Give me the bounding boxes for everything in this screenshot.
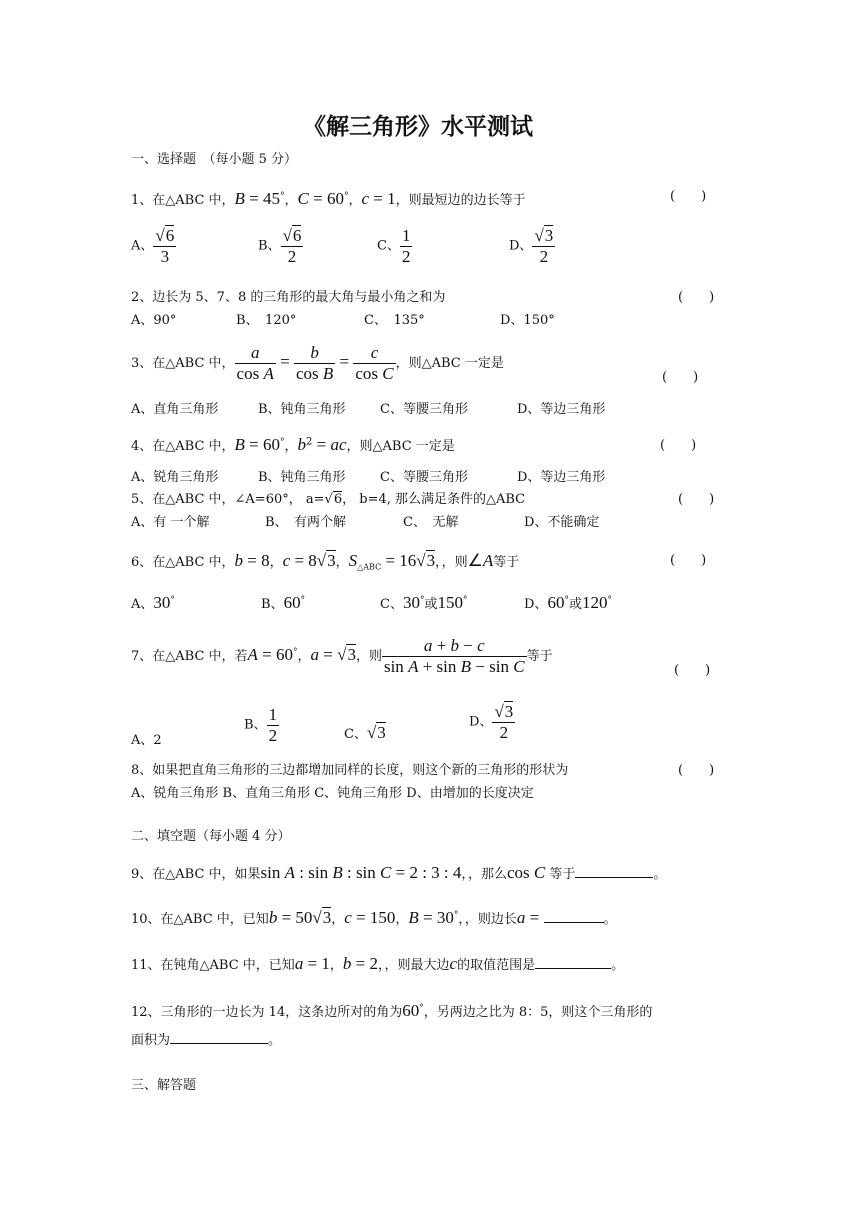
question-1-option-d: D、 $\frac{√3}{2}$ <box>509 226 554 266</box>
question-5-stem: 5、在△ABC 中，∠A=60°， a=√6， b=4, 那么满足条件的△ABC <box>131 492 526 507</box>
question-5-option-d: D、不能确定 <box>524 515 600 530</box>
question-3-option-c: C、等腰三角形 <box>380 402 468 417</box>
answer-bracket: ( ) <box>670 189 707 204</box>
question-7-option-c: C、√3 <box>344 723 386 742</box>
question-2-option-b: B、 120° <box>236 313 297 328</box>
question-8-stem: 8、如果把直角三角形的三边都增加同样的长度，则这个新的三角形的形状为 <box>131 763 569 778</box>
question-6-option-d: D、60°或120° <box>524 593 612 612</box>
question-9: 9、在△ABC 中，如果sin A : sin B : sin C = 2 : 3 : 4，，那么cos C 等于 。 <box>131 863 667 882</box>
answer-blank[interactable] <box>535 968 611 969</box>
question-1-stem: 1、在△ABC 中，B = 45°，C = 60°，c = 1，则最短边的边长等于 <box>131 189 526 208</box>
question-7-stem: 7、在△ABC 中，若A = 60°，a = √3，则 $\frac{a + b - c}{\text{sin A + sin B − sin C}}$ 等于 <box>131 636 553 676</box>
question-7-option-d: D、 $\frac{√3}{2}$ <box>469 702 514 742</box>
question-11: 11、在钝角△ABC 中，已知a = 1，b = 2，，则最大边c的取值范围是 。 <box>131 954 625 973</box>
answer-blank[interactable] <box>575 877 653 878</box>
question-4-option-a: A、锐角三角形 <box>131 470 219 485</box>
section-heading-fill: 二、填空题（每小题 4 分） <box>131 829 291 844</box>
question-3-option-b: B、钝角三角形 <box>258 402 346 417</box>
question-1-option-c: C、 $\frac{1}{2}$ <box>377 226 411 266</box>
answer-blank[interactable] <box>170 1043 268 1044</box>
answer-blank[interactable] <box>544 922 604 923</box>
answer-bracket: ( ) <box>678 290 715 305</box>
question-7-option-b: B、 $\frac{1}{2}$ <box>244 705 278 745</box>
question-8-options: A、锐角三角形 B、直角三角形 C、钝角三角形 D、由增加的长度决定 <box>131 786 534 801</box>
answer-bracket: ( ) <box>678 763 715 778</box>
question-4-stem: 4、在△ABC 中，B = 60°，$b^2$ = ac，则△ABC 一定是 <box>131 435 455 454</box>
question-4-option-d: D、等边三角形 <box>517 470 606 485</box>
answer-bracket: ( ) <box>674 663 711 678</box>
question-4-option-b: B、钝角三角形 <box>258 470 346 485</box>
question-3-stem: 3、在△ABC 中， $\frac{a}{\text{cos A}}$ = $\frac{b}{\text{cos B}}$ = $\frac{c}{\text{cos C}}$ ，则△ABC 一定是 <box>131 343 504 383</box>
section-heading-answer: 三、解答题 <box>131 1078 197 1093</box>
question-12-line-1: 12、三角形的一边长为 14，这条边所对的角为60°，另两边之比为 8：5，则这个三角形的 <box>131 1001 653 1020</box>
question-7-option-a: A、2 <box>131 733 162 748</box>
question-12-line-2: 面积为 。 <box>131 1033 282 1048</box>
question-6-option-b: B、60° <box>261 593 306 612</box>
question-6-option-c: C、30°或150° <box>380 593 468 612</box>
answer-bracket: ( ) <box>662 370 699 385</box>
question-1-option-b: B、 $\frac{√6}{2}$ <box>258 226 302 266</box>
question-4-option-c: C、等腰三角形 <box>380 470 468 485</box>
question-2-option-d: D、150° <box>500 313 555 328</box>
answer-bracket: ( ) <box>670 553 707 568</box>
question-2-stem: 2、边长为 5、7、8 的三角形的最大角与最小角之和为 <box>131 290 446 305</box>
question-5-option-b: B、 有两个解 <box>265 515 347 530</box>
question-2-option-a: A、90° <box>131 313 177 328</box>
answer-bracket: ( ) <box>678 492 715 507</box>
section-heading-choice: 一、选择题 （每小题 5 分） <box>131 152 298 167</box>
page-title: 《解三角形》水平测试 <box>303 114 533 140</box>
question-6-stem: 6、在△ABC 中，b = 8，c = 8√3，$S_{\triangle ABC} = 16√3$，，则∠A等于 <box>131 551 520 572</box>
question-5-option-c: C、 无解 <box>403 515 459 530</box>
question-3-option-d: D、等边三角形 <box>517 402 606 417</box>
question-6-option-a: A、30° <box>131 593 175 612</box>
question-1-option-a: A、 $\frac{√6}{3}$ <box>131 226 175 266</box>
question-3-option-a: A、直角三角形 <box>131 402 219 417</box>
question-2-option-c: C、 135° <box>364 313 425 328</box>
question-5-option-a: A、有 一个解 <box>131 515 210 530</box>
question-10: 10、在△ABC 中，已知b = 50√3，c = 150，B = 30°，，则边长a = 。 <box>131 908 617 927</box>
answer-bracket: ( ) <box>660 438 697 453</box>
